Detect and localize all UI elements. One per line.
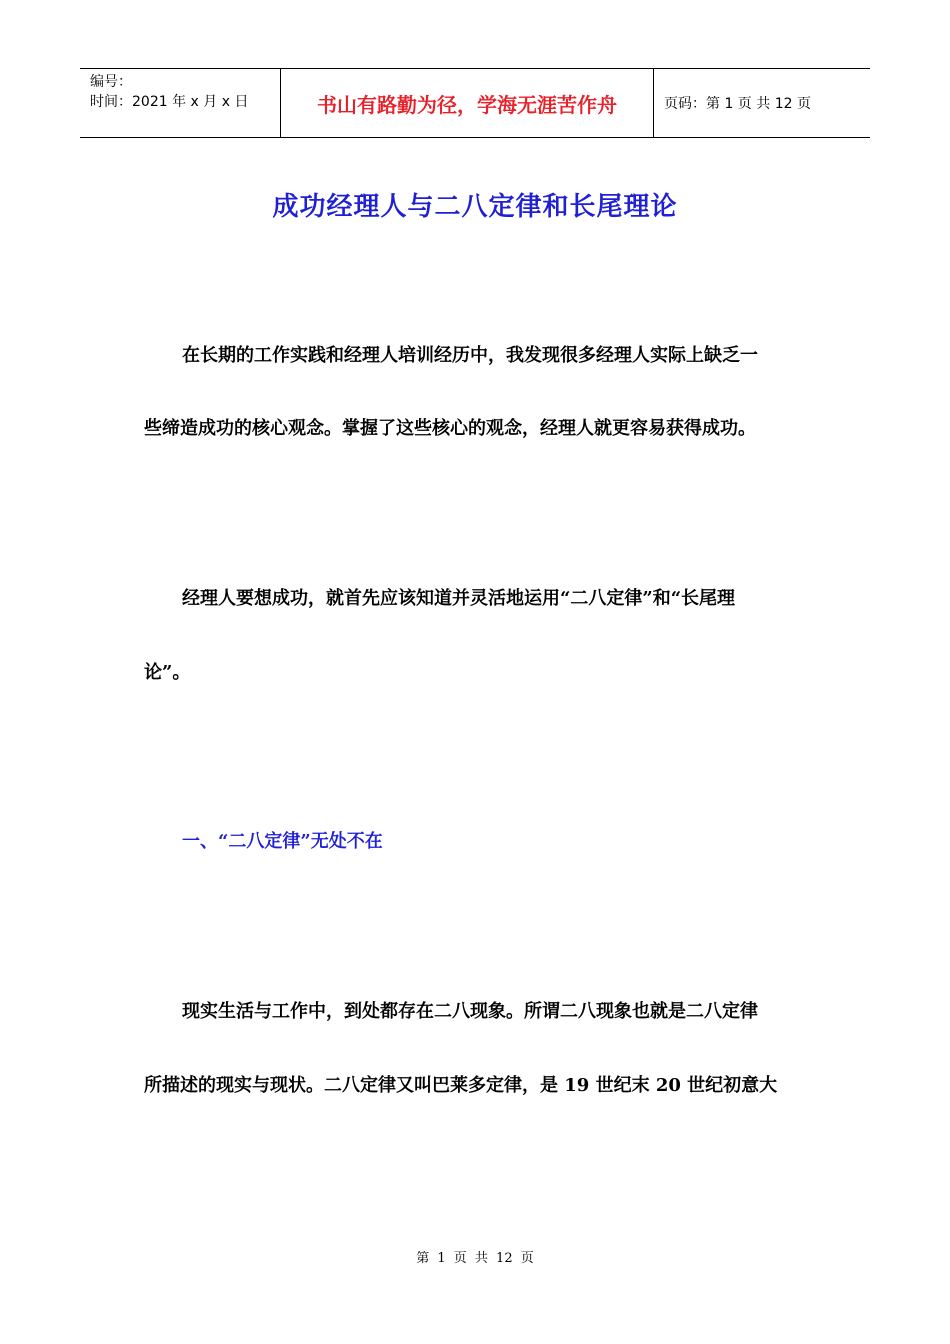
paragraph-1-line-2: 些缔造成功的核心观念。掌握了这些核心的观念，经理人就更容易获得成功。	[144, 418, 756, 439]
document-time-label: 时间：2021 年 x 月 x 日	[90, 94, 249, 110]
paragraph-3-line-1: 现实生活与工作中，到处都存在二八现象。所谓二八现象也就是二八定律	[182, 1001, 758, 1022]
page-footer: 第 1 页 共 12 页	[416, 1251, 534, 1266]
document-title: 成功经理人与二八定律和长尾理论	[272, 192, 678, 222]
header-page-info: 页码：第 1 页 共 12 页	[664, 96, 811, 112]
paragraph-2-line-2: 论”。	[144, 662, 191, 683]
paragraph-3-line-2: 所描述的现实与现状。二八定律又叫巴莱多定律，是 19 世纪末 20 世纪初意大	[144, 1075, 778, 1096]
paragraph-1-line-1: 在长期的工作实践和经理人培训经历中，我发现很多经理人实际上缺乏一	[182, 345, 758, 366]
paragraph-2-line-1: 经理人要想成功，就首先应该知道并灵活地运用“二八定律”和“长尾理	[182, 588, 736, 609]
document-number-label: 编号：	[90, 74, 132, 90]
section-heading-1: 一、“二八定律”无处不在	[182, 831, 383, 852]
header-meta	[80, 69, 281, 137]
header-motto: 书山有路勤为径，学海无涯苦作舟	[281, 69, 654, 137]
page-header	[80, 68, 870, 138]
